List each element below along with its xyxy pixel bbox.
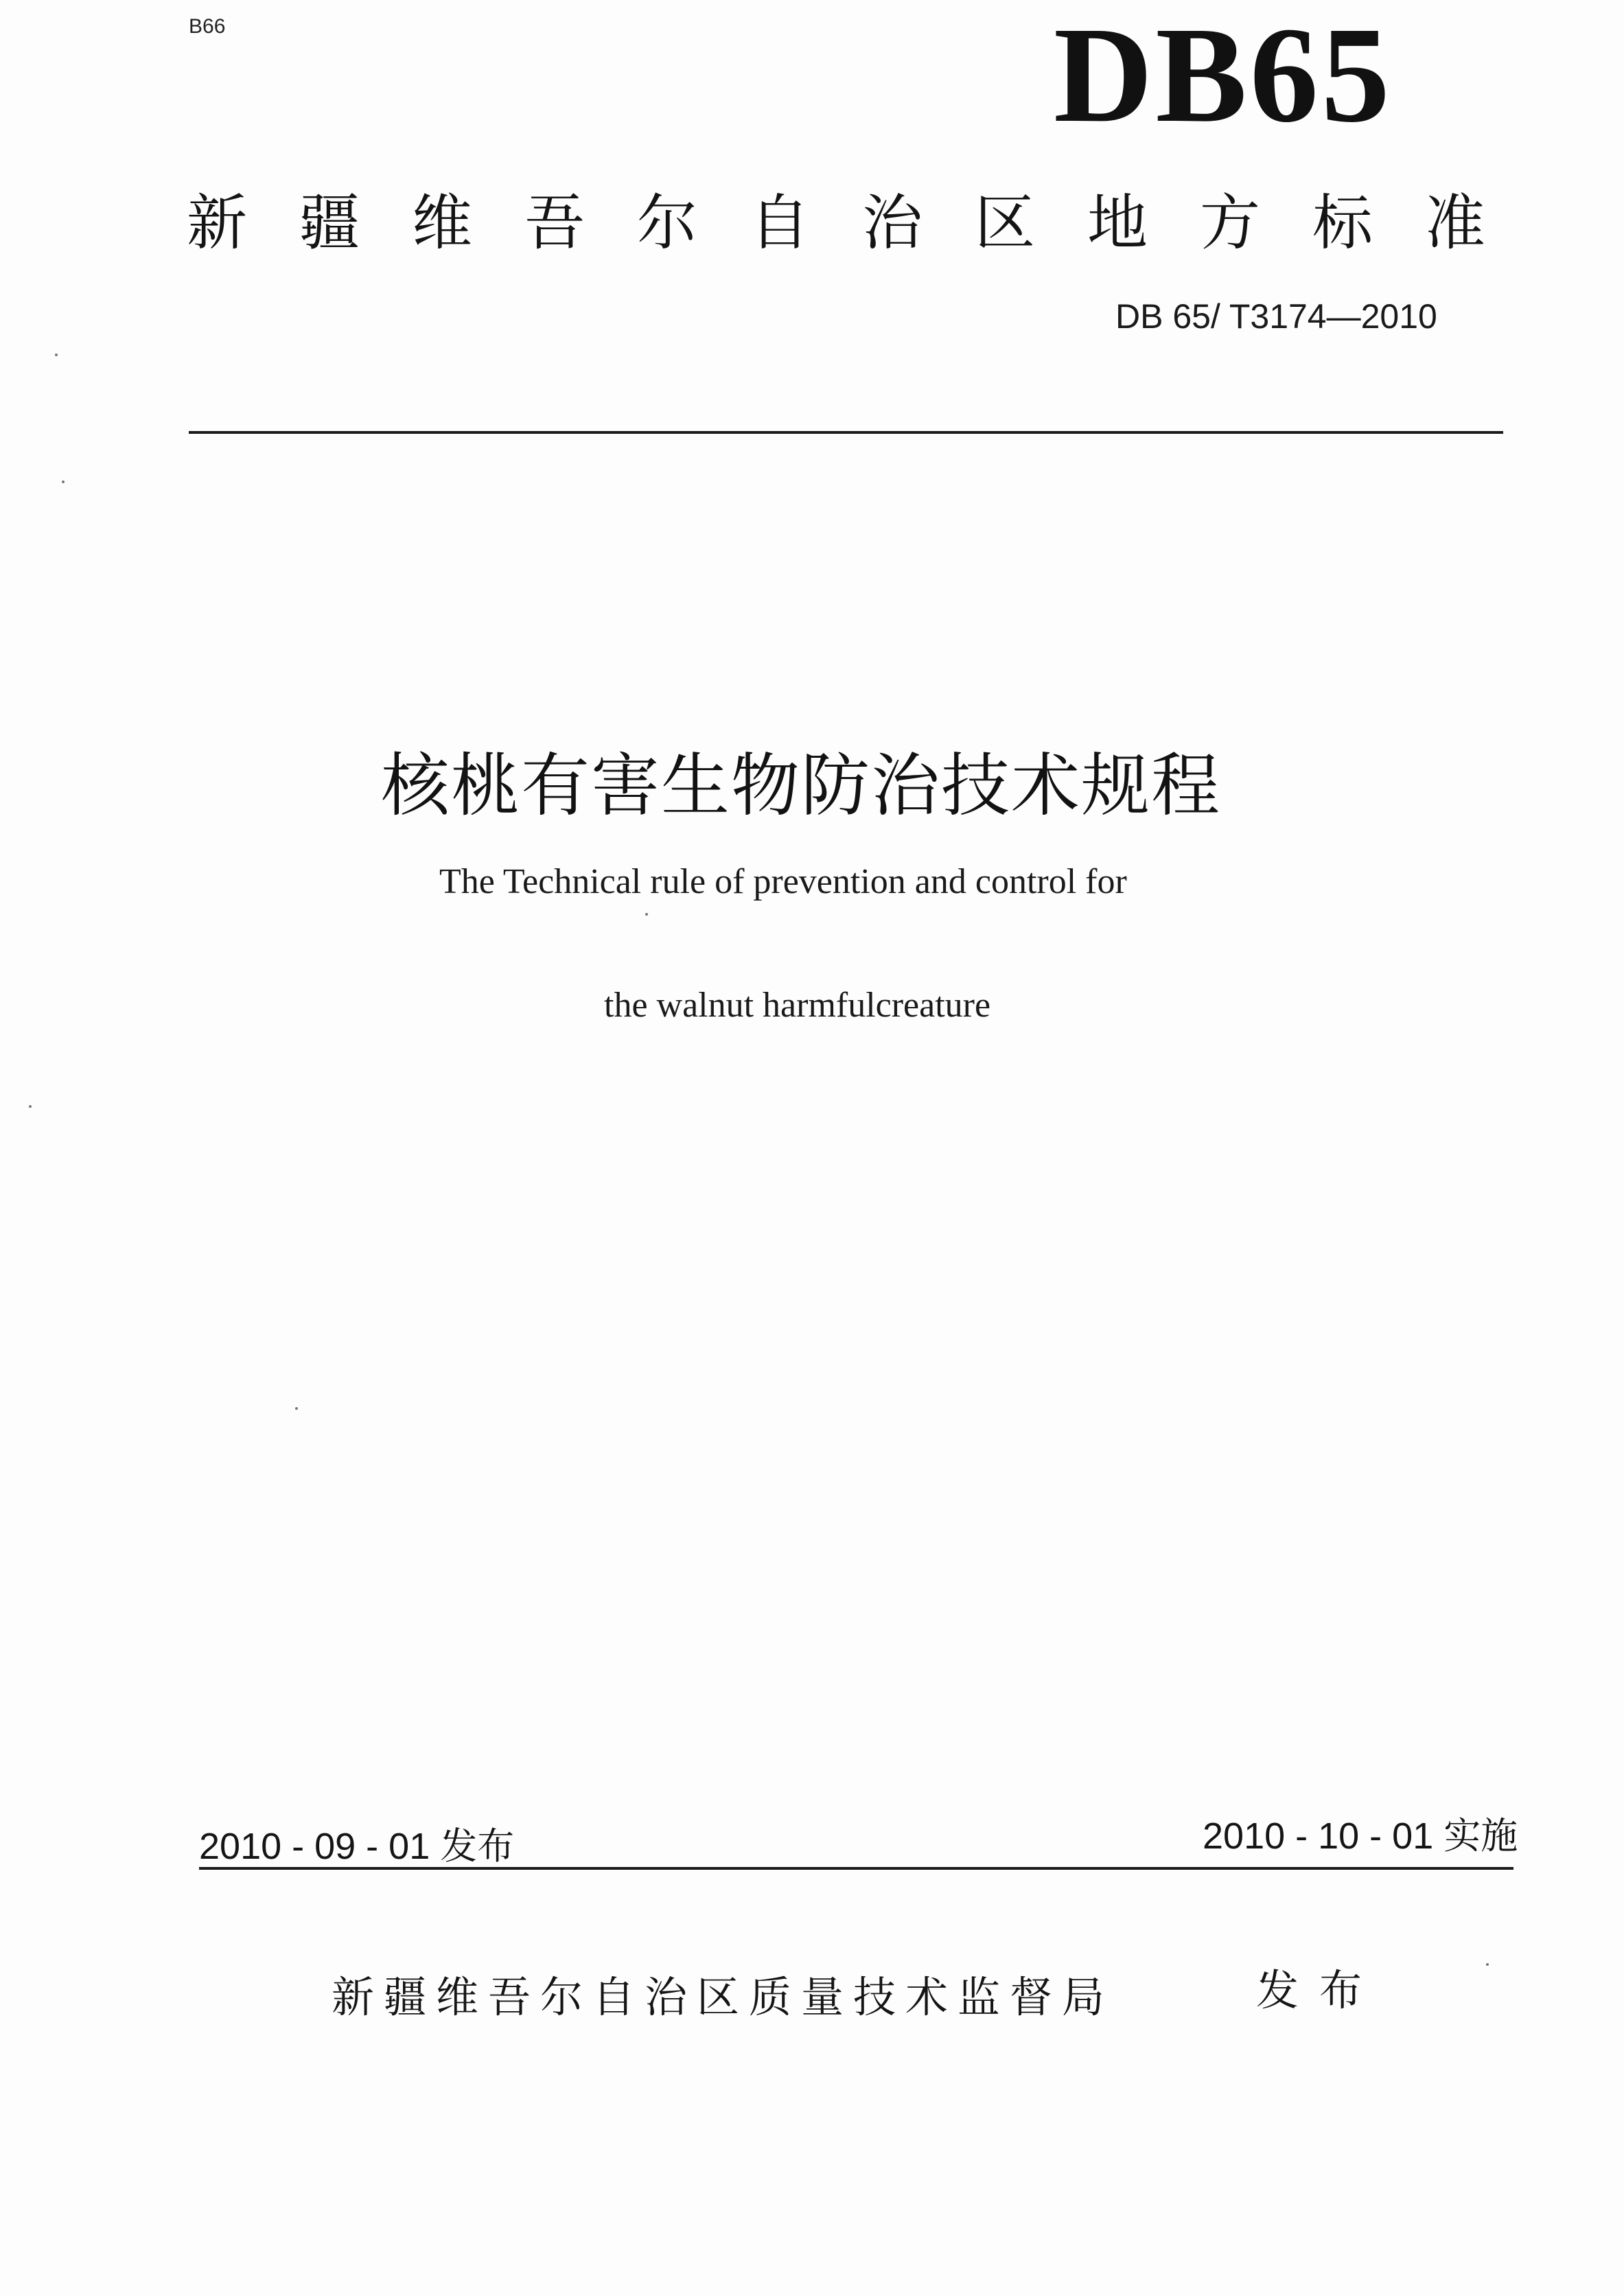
- issue-date: 2010 - 09 - 01 发布: [199, 1826, 515, 1867]
- standard-number: DB 65/ T3174—2010: [1115, 297, 1437, 336]
- document-title-zh: 核桃有害生物防治技术规程: [381, 745, 1221, 826]
- db-logo: DB65: [1054, 0, 1393, 151]
- scan-speck: [1486, 1963, 1489, 1966]
- scan-speck: [62, 480, 65, 483]
- scan-speck: [295, 1407, 298, 1410]
- document-title-en-line1: The Technical rule of prevention and control for: [439, 862, 1127, 901]
- header-divider: [189, 431, 1503, 434]
- issuing-authority: 新疆维吾尔自治区质量技术监督局: [332, 1972, 1115, 2022]
- standard-type-heading: 新疆维吾尔自治区地方标准: [187, 187, 1538, 258]
- ics-code: B66: [189, 15, 226, 38]
- issued-label: 发布: [1256, 1965, 1383, 2015]
- document-title-en-line2: the walnut harmfulcreature: [604, 986, 991, 1025]
- scan-speck: [55, 353, 58, 356]
- scan-speck: [645, 913, 648, 916]
- scan-speck: [29, 1105, 32, 1108]
- footer-divider: [199, 1867, 1513, 1870]
- implementation-date: 2010 - 10 - 01 实施: [1203, 1816, 1518, 1857]
